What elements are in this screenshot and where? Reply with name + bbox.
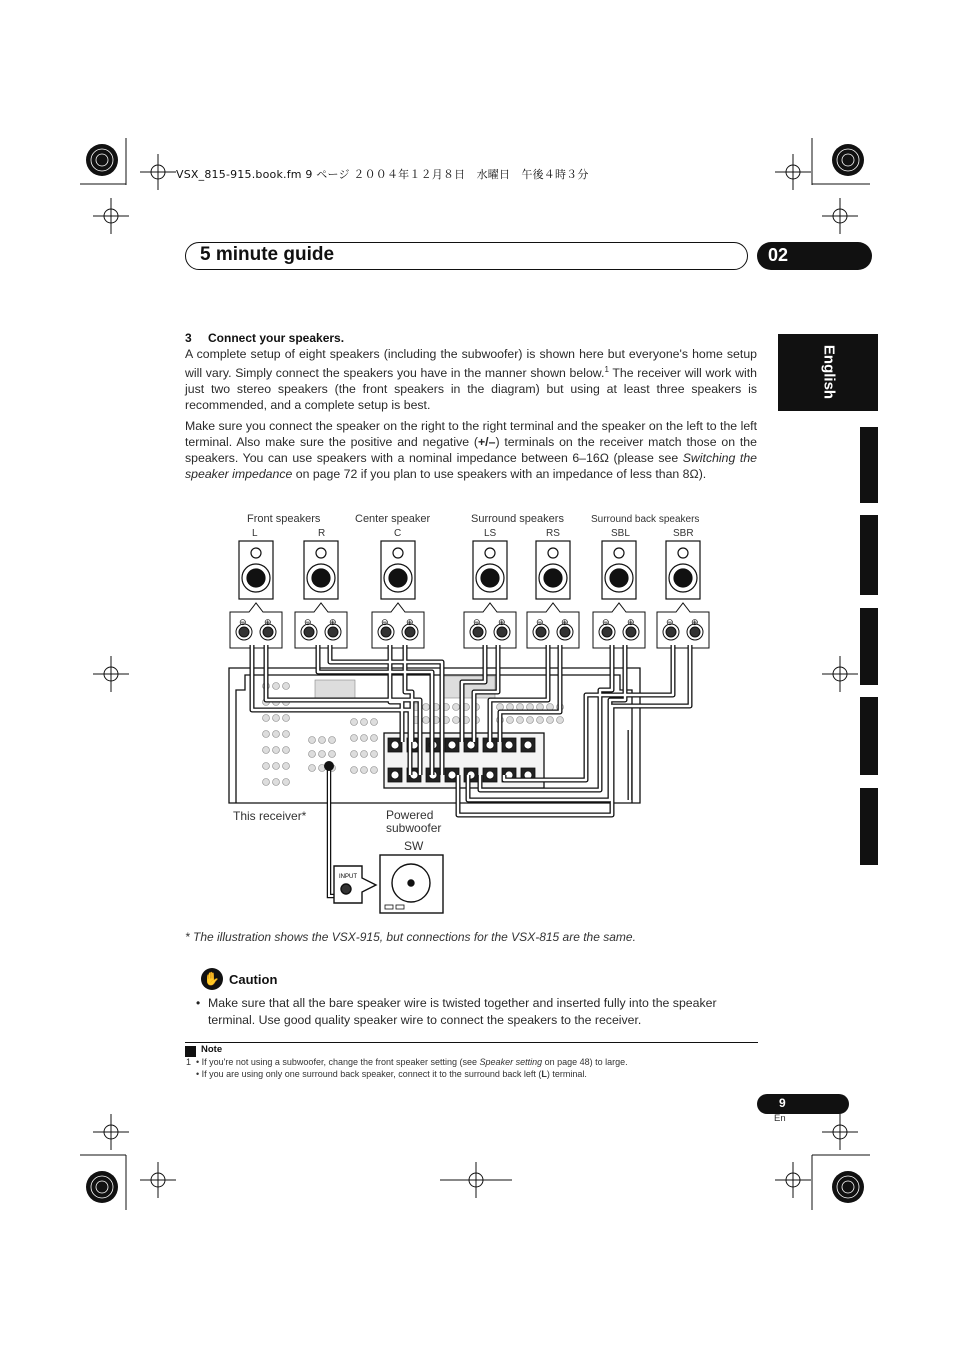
receiver-speaker-terminal-knob [391, 771, 399, 779]
receiver-jack [351, 735, 358, 742]
illustration-note: * The illustration shows the VSX-915, but connections for the VSX-815 are the same. [185, 930, 636, 944]
impedance-link-text: Switching the speaker impedance [185, 451, 757, 481]
hand-stop-icon: ✋ [201, 968, 223, 990]
receiver-jack [453, 717, 460, 724]
receiver-jack [283, 779, 290, 786]
caution-text: Make sure that all the bare speaker wire is twisted together and inserted fully into the speaker terminal. Use good quality speaker wire to connect the speakers to the receiver. [208, 996, 717, 1027]
bullet-icon: • [196, 996, 201, 1010]
page-title: 5 minute guide [200, 244, 335, 265]
plus-sign: ⊕ [264, 617, 272, 627]
receiver-jack [537, 717, 544, 724]
receiver-jack [351, 751, 358, 758]
receiver-jack [283, 683, 290, 690]
speaker-RS-icon [536, 541, 570, 599]
note-title: Note [201, 1044, 223, 1055]
receiver-label: This receiver* [233, 809, 307, 823]
note-pencil-icon [185, 1046, 196, 1057]
speaker-terminal-SBR [657, 603, 709, 648]
front-speakers-label: Front speakers [247, 513, 321, 525]
note-item-1 [196, 1057, 628, 1067]
page-language: En [774, 1113, 786, 1124]
receiver-jack [361, 751, 368, 758]
receiver-jack [309, 765, 316, 772]
receiver-jack [371, 735, 378, 742]
plus-sign: ⊕ [561, 617, 569, 627]
receiver-jack [527, 717, 534, 724]
receiver-jack [263, 715, 270, 722]
note-item-2-a: • If you are using only one surround back speaker, connect it to the surround back left ( [196, 1069, 542, 1079]
minus-sign: ⊖ [536, 617, 544, 627]
channel-SBL-label: SBL [611, 528, 630, 539]
receiver-jack [361, 719, 368, 726]
minus-sign: ⊖ [381, 617, 389, 627]
connection-text-b: ) terminals on the receiver match those on the speakers. You can use speakers with a nominal impedance between 6–16Ω (please see [185, 435, 757, 465]
receiver-label-plate [315, 680, 355, 698]
channel-RS-label: RS [546, 528, 560, 539]
receiver-jack [263, 779, 270, 786]
receiver-jack [351, 767, 358, 774]
plus-sign: ⊕ [627, 617, 635, 627]
channel-R-label: R [318, 528, 326, 539]
minus-sign: ⊖ [602, 617, 610, 627]
note-divider [185, 1042, 758, 1043]
center-speaker-label: Center speaker [355, 513, 431, 525]
intro-text-a: A complete setup of eight speakers (including the subwoofer) is shown here but everyone's home setup will vary. Simply connect the speakers you have in the manner shown below. [185, 347, 757, 381]
receiver-jack [497, 704, 504, 711]
receiver-jack [423, 704, 430, 711]
connection-text-a: Make sure you connect the speaker on the right to the right terminal and the speaker on the left to the left terminal. Also make sure the positive and negative ( [185, 419, 757, 449]
receiver-speaker-terminal-knob [448, 771, 456, 779]
speaker-R-icon [304, 541, 338, 599]
minus-sign: ⊖ [666, 617, 674, 627]
connection-text-c: on page 72 if you plan to use speakers with an impedance of less than 8Ω). [292, 467, 707, 481]
subwoofer-label: subwoofer [386, 821, 442, 835]
receiver-jack [361, 735, 368, 742]
receiver-jack [453, 704, 460, 711]
channel-SBR-label: SBR [673, 528, 694, 539]
receiver-speaker-terminal-knob [486, 741, 494, 749]
speaker-SBR-icon [666, 541, 700, 599]
receiver-jack [273, 715, 280, 722]
receiver-jack [309, 737, 316, 744]
receiver-jack [283, 731, 290, 738]
receiver-jack [283, 747, 290, 754]
speaker-SBL-icon [602, 541, 636, 599]
receiver-jack [263, 747, 270, 754]
receiver-jack [319, 737, 326, 744]
subwoofer-icon [334, 855, 443, 913]
speaker-terminal-SBL [593, 603, 645, 648]
receiver-jack [309, 751, 316, 758]
note-item-1-a: • If you're not using a subwoofer, change the front speaker setting (see [196, 1057, 480, 1067]
receiver-jack [371, 767, 378, 774]
caution-title: Caution [229, 972, 278, 987]
sub-input-label: INPUT [339, 874, 357, 880]
receiver-jack [371, 719, 378, 726]
speaker-terminal-R [295, 603, 347, 648]
receiver-jack [557, 717, 564, 724]
receiver-jack [329, 737, 336, 744]
minus-sign: ⊖ [239, 617, 247, 627]
receiver-jack [273, 683, 280, 690]
intro-text-b: The receiver will work with just two stereo speakers (the front speakers in the diagram) but using at least three speakers is recommended, and a complete setup is best. [185, 366, 757, 413]
receiver-jack [361, 767, 368, 774]
receiver-jack [371, 751, 378, 758]
receiver-jack [547, 717, 554, 724]
page-number: 9 [779, 1096, 786, 1110]
receiver-jack [507, 717, 514, 724]
receiver-jack [263, 731, 270, 738]
page-number-badge [757, 1094, 849, 1114]
receiver-jack [547, 704, 554, 711]
speaker-terminal-RS [527, 603, 579, 648]
speaker-L-icon [239, 541, 273, 599]
receiver-jack [507, 704, 514, 711]
receiver-jack [527, 704, 534, 711]
speaker-terminal-LS [464, 603, 516, 648]
minus-sign: ⊖ [304, 617, 312, 627]
plus-sign: ⊕ [329, 617, 337, 627]
note-item-2-bold: L [541, 1069, 547, 1079]
plus-sign: ⊕ [498, 617, 506, 627]
receiver-jack [273, 731, 280, 738]
receiver-jack [273, 747, 280, 754]
note-item-1-b: on page 48) to large. [542, 1057, 628, 1067]
speaker-terminal-C [372, 603, 424, 648]
receiver-speaker-terminal-knob [467, 741, 475, 749]
receiver-jack [319, 751, 326, 758]
language-tab-label: English [820, 344, 838, 400]
note-item-1-italic: Speaker setting [479, 1057, 543, 1067]
plus-sign: ⊕ [406, 617, 414, 627]
note-item-2-b: ) terminal. [546, 1069, 587, 1079]
powered-label: Powered [386, 808, 434, 822]
receiver-jack [263, 763, 270, 770]
receiver-jack [283, 715, 290, 722]
speaker-C-icon [381, 541, 415, 599]
receiver-jack [537, 704, 544, 711]
surround-speakers-label: Surround speakers [471, 513, 564, 525]
note-number: 1 [186, 1057, 192, 1067]
footnote-ref: 1 [604, 365, 609, 374]
receiver-speaker-terminal-knob [391, 741, 399, 749]
step-title: Connect your speakers. [208, 331, 345, 345]
receiver-jack [273, 779, 280, 786]
receiver-jack [517, 717, 524, 724]
speaker-LS-icon [473, 541, 507, 599]
channel-C-label: C [394, 528, 402, 539]
receiver-speaker-terminal-knob [505, 741, 513, 749]
minus-sign: ⊖ [473, 617, 481, 627]
receiver-speaker-terminal-knob [486, 771, 494, 779]
receiver-jack [517, 704, 524, 711]
note-item-2 [196, 1069, 587, 1079]
channel-LS-label: LS [484, 528, 497, 539]
speaker-terminal-L [230, 603, 282, 648]
plus-sign: ⊕ [691, 617, 699, 627]
print-header: VSX_815-915.book.fm 9 ページ ２００４年１２月８日 水曜日 午後４時３分 [176, 168, 589, 181]
chapter-number: 02 [768, 245, 789, 265]
receiver-jack [329, 751, 336, 758]
channel-L-label: L [252, 528, 258, 539]
receiver-speaker-terminal-knob [448, 741, 456, 749]
receiver-jack [273, 763, 280, 770]
receiver-speaker-terminal-knob [524, 741, 532, 749]
receiver-jack [351, 719, 358, 726]
receiver-jack [283, 763, 290, 770]
plus-minus-symbol: +/– [478, 435, 496, 449]
channel-SW-label: SW [404, 839, 424, 853]
receiver-jack [423, 717, 430, 724]
surround-back-speakers-label: Surround back speakers [591, 514, 700, 525]
step-number: 3 [185, 331, 192, 345]
